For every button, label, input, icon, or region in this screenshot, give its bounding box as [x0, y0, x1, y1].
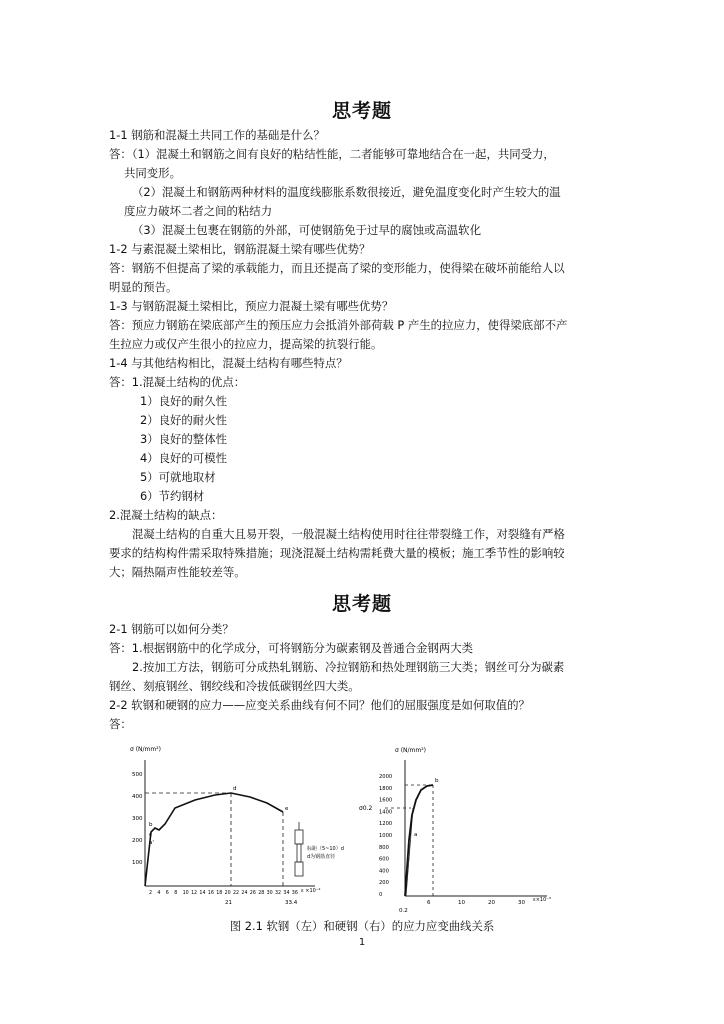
- question-2-1: 2-1 钢筋可以如何分类？: [109, 622, 234, 636]
- list-item: 1）良好的耐久性: [140, 394, 227, 408]
- answer-line: 生拉应力或仅产生很小的拉应力，提高梁的抗裂行能。: [109, 337, 383, 351]
- right-ytick: 2000: [379, 774, 393, 780]
- specimen-body: [297, 844, 301, 862]
- specimen-head-top: [295, 830, 303, 844]
- specimen-head-bottom: [295, 862, 303, 876]
- mild-steel-stress-strain-figure: [115, 740, 345, 915]
- section-title-2: 思考题: [331, 593, 392, 615]
- mild-steel-curve: [145, 793, 283, 886]
- question-2-2: 2-2 软钢和硬钢的应力——应变关系曲线有何不同？他们的屈服强度是如何取值的？: [109, 698, 530, 712]
- right-ytick: 1600: [379, 797, 393, 804]
- left-xtick: 36: [291, 891, 298, 896]
- answer-line: 混凝土结构的自重大且易开裂，一般混凝土结构使用时往往带裂缝工作，对裂缝有严格: [132, 527, 565, 541]
- right-point-label: a: [414, 832, 418, 838]
- right-xtick: 30: [518, 900, 525, 906]
- list-item: 2）良好的耐火性: [140, 413, 227, 427]
- left-point-label: c: [149, 832, 153, 838]
- answer-line: 共同变形。: [124, 166, 181, 180]
- answer-line: 答：1.混凝土结构的优点：: [109, 375, 246, 389]
- left-xtick: 2: [149, 891, 153, 896]
- right-ytick: 600: [379, 856, 389, 863]
- answer-line: 2.按加工方法，钢筋可分成热轧钢筋、冷拉钢筋和热处理钢筋三大类；钢丝可分为碳素: [132, 660, 565, 674]
- answer-line: 答：: [109, 717, 132, 731]
- left-xtick: 22: [233, 891, 240, 896]
- left-xtick: 6: [165, 891, 169, 896]
- right-xtick: 20: [488, 900, 495, 906]
- hard-steel-stress-strain-figure: [355, 740, 555, 915]
- list-item: 6）节约钢材: [140, 489, 205, 503]
- right-ylabel: σ (N/mm²): [395, 747, 426, 754]
- question-1-1: 1-1 钢筋和混凝土共同工作的基础是什么？: [109, 128, 325, 142]
- left-xtick: 20: [224, 891, 231, 896]
- left-xtick: 18: [216, 891, 223, 896]
- section-title-1: 思考题: [331, 100, 392, 122]
- right-ytick: 1800: [379, 785, 393, 792]
- list-item: 5）可就地取材: [140, 470, 216, 484]
- left-ytick: 500: [132, 772, 143, 778]
- right-ytick: 1200: [379, 821, 393, 828]
- question-1-2: 1-2 与素混凝土梁相比，钢筋混凝土梁有哪些优势？: [109, 242, 371, 256]
- right-ytick: 200: [379, 880, 389, 887]
- answer-line: 大；隔热隔声性能较差等。: [109, 565, 246, 579]
- right-ytick: 1400: [379, 809, 393, 816]
- left-xtick: 28: [258, 891, 265, 896]
- right-xtick: 10: [458, 900, 465, 906]
- left-xtick: 10: [182, 891, 189, 896]
- left-xtick: 14: [199, 891, 206, 896]
- right-ytick: 400: [379, 868, 389, 875]
- left-point-label: a': [149, 840, 154, 846]
- specimen-note: d为钢筋直径: [307, 854, 336, 860]
- left-xtick: 26: [249, 891, 256, 896]
- answer-line: 2.混凝土结构的缺点：: [109, 508, 223, 522]
- left-point-label: e: [285, 806, 289, 812]
- left-xunit: ε ×10⁻²: [301, 888, 321, 894]
- left-xtick: 4: [157, 891, 161, 896]
- answer-line: 明显的预告。: [109, 280, 178, 294]
- right-below-tick: 0.2: [399, 908, 408, 914]
- list-item: 3）良好的整体性: [140, 432, 227, 446]
- left-xtick: 8: [174, 891, 178, 896]
- left-ytick: 100: [132, 860, 143, 866]
- right-xunit: ε×10⁻³: [533, 897, 551, 903]
- answer-line: 钢丝、刻痕钢丝、钢绞线和冷拔低碳钢丝四大类。: [109, 679, 360, 693]
- left-xtick: 24: [241, 891, 248, 896]
- right-ytick: 1000: [379, 833, 393, 839]
- left-point-label: b: [149, 822, 153, 828]
- left-ytick: 300: [132, 816, 143, 822]
- answer-line: 答：钢筋不但提高了梁的承载能力，而且还提高了梁的变形能力，使得梁在破坏前能给人以: [109, 261, 565, 275]
- left-ylabel: σ (N/mm²): [130, 746, 161, 753]
- left-xtick: 30: [266, 891, 273, 896]
- right-point-label: b: [435, 778, 439, 784]
- left-xtick: 34: [283, 891, 290, 896]
- left-below-tick: 33.4: [285, 900, 298, 906]
- answer-line: 答：1.根据钢筋中的化学成分，可将钢筋分为碳素钢及普通合金钢两大类: [109, 641, 473, 655]
- answer-line: （3）混凝土包裹在钢筋的外部，可使钢筋免于过早的腐蚀或高温软化: [132, 223, 481, 237]
- list-item: 4）良好的可模性: [140, 451, 227, 465]
- question-1-4: 1-4 与其他结构相比，混凝土结构有哪些特点？: [109, 356, 348, 370]
- hard-steel-curve: [405, 785, 433, 896]
- answer-line: （2）混凝土和钢筋两种材料的温度线膨胀系数很接近，避免温度变化时产生较大的温: [132, 185, 561, 199]
- answer-line: 答：预应力钢筋在梁底部产生的预压应力会抵消外部荷载 P 产生的拉应力，使得梁底部不产: [109, 318, 568, 332]
- sigma-02-label: σ0.2: [359, 805, 373, 812]
- left-point-label: d: [233, 786, 237, 792]
- answer-line: 要求的结构构件需采取特殊措施；现浇混凝土结构需耗费大量的模板；施工季节性的影响较: [109, 546, 565, 560]
- answer-line: 度应力破坏二者之间的粘结力: [124, 204, 273, 218]
- specimen-note: 标距（5~10）d: [307, 846, 344, 852]
- right-ytick: 800: [379, 844, 389, 851]
- figure-caption: 图 2.1 软钢（左）和硬钢（右）的应力应变曲线关系: [229, 919, 495, 933]
- page-number: 1: [358, 937, 366, 948]
- left-ytick: 200: [132, 838, 143, 844]
- left-xtick: 12: [191, 891, 198, 896]
- left-xtick: 32: [275, 891, 282, 896]
- answer-line: 答：（1）混凝土和钢筋之间有良好的粘结性能，二者能够可靠地结合在一起，共同受力，: [109, 147, 555, 161]
- left-ytick: 400: [132, 794, 143, 800]
- left-below-tick: 21: [225, 900, 232, 906]
- right-extra-tick: 6: [427, 900, 431, 906]
- question-1-3: 1-3 与钢筋混凝土梁相比，预应力混凝土梁有哪些优势？: [109, 299, 394, 313]
- left-xtick: 16: [207, 891, 214, 896]
- right-ytick: 0: [379, 892, 383, 898]
